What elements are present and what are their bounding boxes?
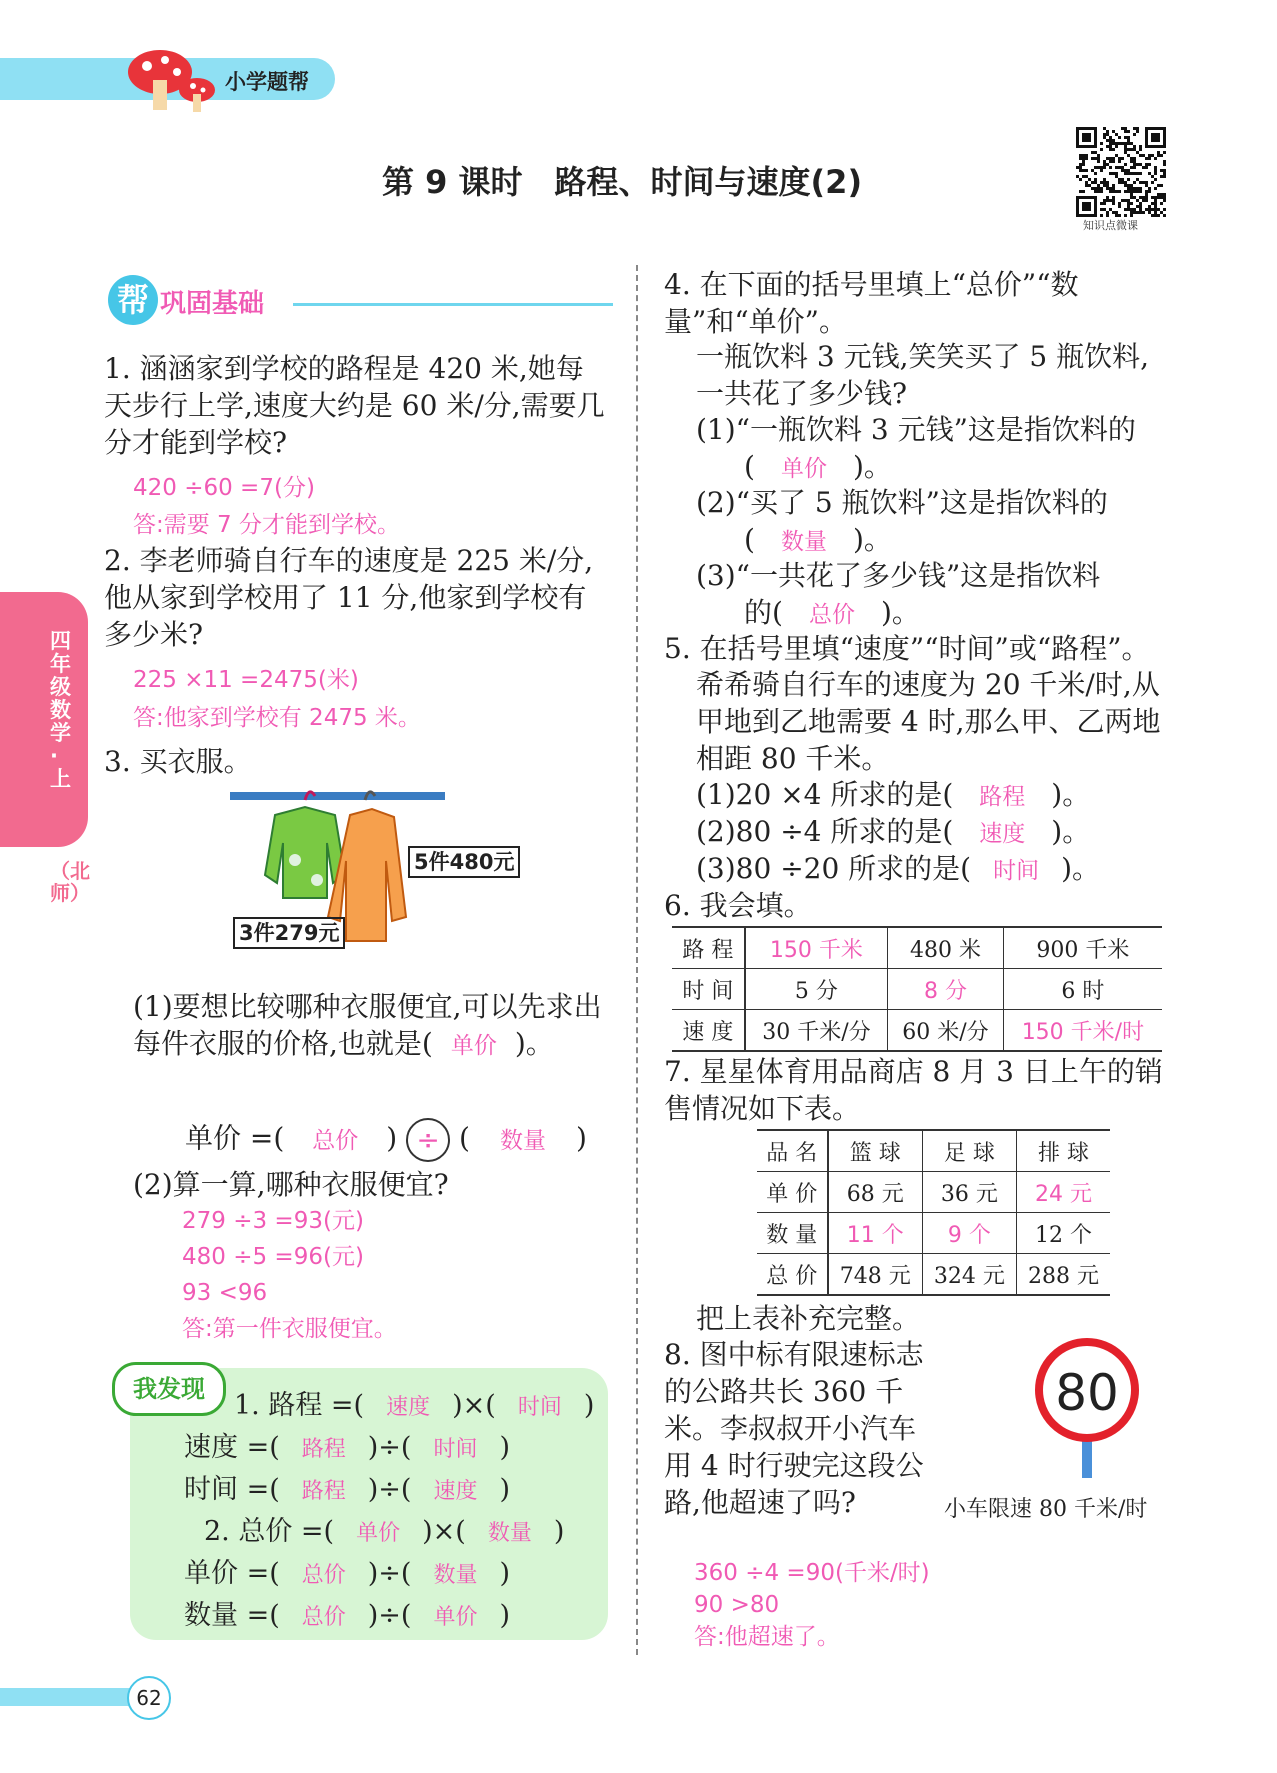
table-cell: 150 千米 xyxy=(745,927,888,969)
q5-item-2: (2)80 ÷4 所求的是( 速度 )。 xyxy=(696,815,1091,848)
discover-line xyxy=(184,1554,604,1596)
page-title: 第 9 课时 路程、时间与速度(2) xyxy=(382,163,863,201)
q5-item-1: (1)20 ×4 所求的是( 路程 )。 xyxy=(696,778,1091,811)
section-header xyxy=(108,275,613,325)
discover-text: 时间 =( xyxy=(184,1474,280,1505)
q4-item-3: (3)“一共花了多少钱”这是指饮料 xyxy=(696,559,1101,592)
formula-b: 数量 xyxy=(499,1127,546,1154)
column-divider xyxy=(636,265,638,1655)
question-3: 3. 买衣服。 xyxy=(104,745,252,778)
table-row xyxy=(672,969,1162,1010)
discover-text: ) xyxy=(499,1432,511,1463)
discover-text: 单价 =( xyxy=(184,1558,280,1589)
discover-text: )÷( xyxy=(367,1432,412,1463)
page-number: 62 xyxy=(127,1676,171,1720)
table-cell: 480 米 xyxy=(888,927,1004,969)
q3-part2: (2)算一算,哪种衣服便宜? xyxy=(133,1168,449,1201)
table-header-row xyxy=(757,1130,1110,1172)
table-cell: 150 千米/时 xyxy=(1021,1019,1145,1045)
q5-item-3: (3)80 ÷20 所求的是( 时间 )。 xyxy=(696,852,1101,885)
discover-line xyxy=(204,1512,604,1554)
discover-text: 2. 总价 =( xyxy=(204,1516,335,1547)
table-cell: 11 个 xyxy=(828,1213,923,1254)
price-tag-left: 3件279元 xyxy=(233,917,345,949)
q3-part2-answer-1: 279 ÷3 =93(元) xyxy=(182,1208,364,1234)
q4-item-3-blank: 的( 总价 )。 xyxy=(744,596,920,629)
q8-answer-3: 答:他超速了。 xyxy=(694,1624,840,1650)
question-5: 5. 在括号里填“速度”“时间”或“路程”。 xyxy=(664,632,1150,665)
sales-table xyxy=(757,1129,1110,1296)
price-tag-right: 5件480元 xyxy=(408,846,520,878)
q4-item-1: (1)“一瓶饮料 3 元钱”这是指饮料的 xyxy=(696,413,1136,446)
column-header: 品 名 xyxy=(757,1130,828,1172)
speed-limit-value: 80 xyxy=(1055,1364,1119,1422)
row-header: 总 价 xyxy=(757,1254,828,1296)
row-header: 时 间 xyxy=(672,969,745,1010)
question-8: 8. 图中标有限速标志的公路共长 360 千米。李叔叔开小汽车用 4 时行驶完这段公路,他超速了吗? xyxy=(664,1338,924,1519)
table-row xyxy=(757,1254,1110,1296)
question-2: 2. 李老师骑自行车的速度是 225 米/分,他从家到学校用了 11 分,他家到学校有多少米? xyxy=(104,544,594,651)
discover-answer: 路程 xyxy=(301,1437,346,1462)
row-header: 路 程 xyxy=(672,927,745,969)
discover-text: ) xyxy=(499,1474,511,1505)
discover-answer: 总价 xyxy=(301,1605,346,1630)
discover-text: 速度 =( xyxy=(184,1432,280,1463)
series-name: 小学题帮 xyxy=(225,70,309,94)
section-badge: 帮 xyxy=(108,275,158,325)
q3-part2-answer-3: 93 <96 xyxy=(182,1280,268,1306)
table-cell: 900 千米 xyxy=(1036,937,1130,963)
discover-text: )×( xyxy=(422,1516,466,1547)
table-cell: 12 个 xyxy=(1034,1222,1092,1248)
q4-item-2-blank: ( 数量 )。 xyxy=(744,523,892,556)
q8-answer-2: 90 >80 xyxy=(694,1592,780,1618)
table-cell: 5 分 xyxy=(745,969,888,1010)
q8-answer-1: 360 ÷4 =90(千米/时) xyxy=(694,1560,930,1586)
discover-badge: 我发现 xyxy=(112,1362,226,1416)
discover-text: )×( xyxy=(452,1390,496,1421)
discover-answer: 时间 xyxy=(433,1437,478,1462)
qr-caption: 知识点微课 xyxy=(1083,219,1138,232)
row-header: 数 量 xyxy=(757,1213,828,1254)
discover-answer: 数量 xyxy=(487,1521,532,1546)
q7-note: 把上表补充完整。 xyxy=(696,1302,921,1335)
side-tab-grade: 四年级数学·上 xyxy=(50,629,71,791)
table-cell: 30 千米/分 xyxy=(745,1010,888,1052)
qr-code[interactable] xyxy=(1076,127,1166,217)
table-cell: 748 元 xyxy=(828,1254,923,1296)
question-7: 7. 星星体育用品商店 8 月 3 日上午的销售情况如下表。 xyxy=(664,1055,1163,1125)
discover-text: )÷( xyxy=(367,1558,412,1589)
mushroom-logo xyxy=(125,42,220,117)
discover-answer: 路程 xyxy=(301,1479,346,1504)
discover-text: ) xyxy=(499,1558,511,1589)
column-header: 排 球 xyxy=(1037,1140,1089,1166)
q2-answer-2: 答:他家到学校有 2475 米。 xyxy=(133,705,421,731)
column-header: 篮 球 xyxy=(828,1130,923,1172)
q3-part1-text: (1)要想比较哪种衣服便宜,可以先求出每件衣服的价格,也就是( xyxy=(133,990,602,1060)
discover-line xyxy=(234,1386,604,1428)
q4-story: 一瓶饮料 3 元钱,笑笑买了 5 瓶饮料,一共花了多少钱? xyxy=(696,340,1150,410)
formula-operator-circle: ÷ xyxy=(406,1118,450,1162)
q3-part2-answer-4: 答:第一件衣服便宜。 xyxy=(182,1316,397,1342)
table-row xyxy=(757,1213,1110,1254)
table-cell: 68 元 xyxy=(828,1172,923,1213)
discover-line xyxy=(184,1428,604,1470)
question-1: 1. 涵涵家到学校的路程是 420 米,她每天步行上学,速度大约是 60 米/分,需要几分才能到学校? xyxy=(104,352,605,459)
section-label: 巩固基础 xyxy=(160,289,265,319)
question-6: 6. 我会填。 xyxy=(664,889,812,922)
table-cell: 60 米/分 xyxy=(888,1010,1004,1052)
q1-answer-1: 420 ÷60 =7(分) xyxy=(133,475,315,501)
discover-answer: 时间 xyxy=(517,1395,562,1420)
discover-text: 数量 =( xyxy=(184,1600,280,1631)
table-cell: 36 元 xyxy=(922,1172,1016,1213)
discover-answer: 单价 xyxy=(356,1521,401,1546)
q3-part1-close: )。 xyxy=(514,1027,554,1060)
discover-text: )÷( xyxy=(367,1600,412,1631)
table-cell: 8 分 xyxy=(888,969,1004,1010)
table-row xyxy=(757,1172,1110,1213)
discover-answer: 数量 xyxy=(433,1563,478,1588)
q3-part2-answer-2: 480 ÷5 =96(元) xyxy=(182,1244,364,1270)
q1-answer-2: 答:需要 7 分才能到学校。 xyxy=(133,512,401,538)
row-header: 单 价 xyxy=(757,1172,828,1213)
discover-text: ) xyxy=(499,1600,511,1631)
discover-text: ) xyxy=(553,1516,565,1547)
table-cell: 9 个 xyxy=(922,1213,1016,1254)
discover-answer: 总价 xyxy=(301,1563,346,1588)
discover-text: 1. 路程 =( xyxy=(234,1390,365,1421)
section-rule xyxy=(293,303,613,306)
q4-item-2: (2)“买了 5 瓶饮料”这是指饮料的 xyxy=(696,486,1108,519)
side-tab-edition: （北师） xyxy=(50,859,90,905)
column-header: 足 球 xyxy=(922,1130,1016,1172)
q3-formula: 单价 =( 总价 ) ÷ ( 数量 ) xyxy=(185,1118,587,1162)
formula-label: 单价 =( xyxy=(185,1121,285,1155)
discover-answer: 单价 xyxy=(433,1605,478,1630)
speed-limit-caption: 小车限速 80 千米/时 xyxy=(944,1497,1148,1522)
discover-line xyxy=(184,1470,604,1512)
q4-item-1-blank: ( 单价 )。 xyxy=(744,450,892,483)
q5-story: 希希骑自行车的速度为 20 千米/时,从甲地到乙地需要 4 时,那么甲、乙两地相距 80 千米。 xyxy=(696,668,1161,775)
table-cell: 324 元 xyxy=(922,1254,1016,1296)
discover-text: ) xyxy=(583,1390,595,1421)
q2-answer-1: 225 ×11 =2475(米) xyxy=(133,667,359,693)
discover-lines xyxy=(184,1386,604,1638)
row-header: 速 度 xyxy=(672,1010,745,1052)
formula-a: 总价 xyxy=(312,1127,359,1154)
table-row xyxy=(672,1010,1162,1052)
discover-text: )÷( xyxy=(367,1474,412,1505)
table-row xyxy=(672,927,1162,969)
table-cell: 6 时 xyxy=(1061,978,1105,1004)
table-cell: 24 元 xyxy=(1034,1181,1092,1207)
discover-line xyxy=(184,1596,604,1638)
discover-answer: 速度 xyxy=(433,1479,478,1504)
table-cell: 288 元 xyxy=(1027,1263,1099,1289)
discover-answer: 速度 xyxy=(386,1395,431,1420)
speed-table xyxy=(672,926,1162,1052)
q3-part1 xyxy=(133,988,611,1065)
q3-part1-answer: 单价 xyxy=(450,1033,497,1059)
question-4: 4. 在下面的括号里填上“总价”“数量”和“单价”。 xyxy=(664,268,1079,338)
